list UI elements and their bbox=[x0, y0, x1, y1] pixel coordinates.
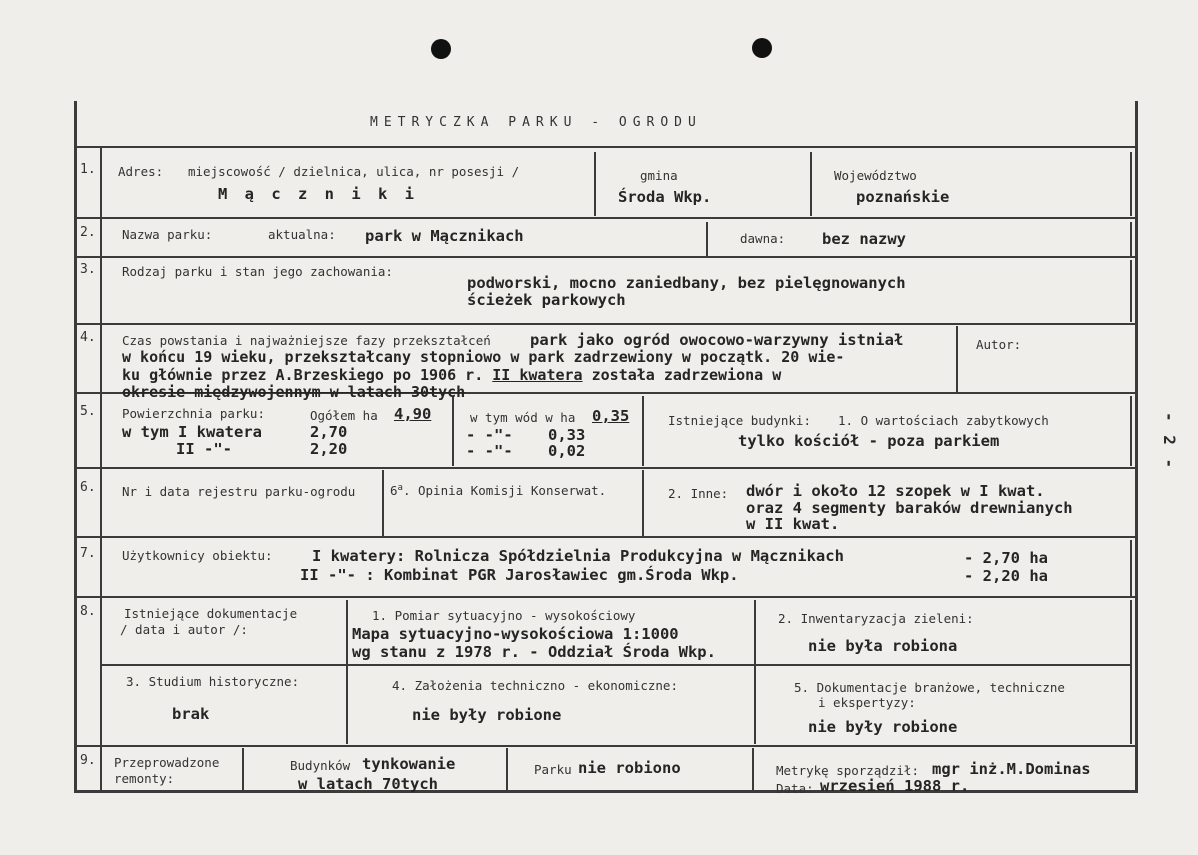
row-number: 3. bbox=[80, 262, 96, 277]
rule bbox=[100, 146, 102, 792]
other-label: 2. Inne: bbox=[668, 486, 729, 501]
park-repair-label: Parku bbox=[534, 762, 572, 777]
rule bbox=[754, 600, 756, 744]
rule bbox=[1130, 152, 1132, 216]
rule bbox=[74, 596, 1138, 598]
row-number: 8. bbox=[80, 604, 96, 619]
rule bbox=[1130, 222, 1132, 256]
page-number: - 2 - bbox=[1160, 412, 1179, 471]
users-label: Użytkownicy obiektu: bbox=[122, 548, 273, 563]
rule bbox=[1130, 396, 1132, 466]
rule bbox=[1130, 260, 1132, 322]
history-label: Czas powstania i najważniejsze fazy przekształceń bbox=[122, 333, 491, 348]
voivodeship-value: poznańskie bbox=[856, 188, 950, 206]
history-line1: park jako ogród owocowo-warzywny istniał bbox=[530, 331, 904, 349]
repairs-label-line1: Przeprowadzone bbox=[114, 755, 220, 770]
rule bbox=[642, 470, 644, 536]
branch-doc-value: nie były robione bbox=[808, 718, 958, 736]
water-area-value: 0,35 bbox=[592, 407, 630, 425]
history-line3: ku głównie przez A.Brzeskiego po 1906 r. II kwatera została zadrzewiona w bbox=[122, 366, 782, 384]
address-value: M ą c z n i k i bbox=[218, 185, 418, 203]
rule bbox=[74, 146, 1138, 148]
total-area-value: 4,90 bbox=[394, 405, 432, 423]
row-number: 6. bbox=[80, 480, 96, 495]
other-line1: dwór i około 12 szopek w I kwat. bbox=[746, 482, 1045, 500]
rule bbox=[1130, 600, 1132, 744]
row-number: 5. bbox=[80, 404, 96, 419]
user2-area: - 2,20 ha bbox=[964, 567, 1048, 585]
water-q1-value: 0,33 bbox=[548, 426, 586, 444]
address-sublabel: miejscowość / dzielnica, ulica, nr posesji / bbox=[188, 164, 520, 179]
address-label: Adres: bbox=[118, 164, 164, 179]
user1: I kwatery: Rolnicza Spółdzielnia Produkcyjna w Mącznikach bbox=[312, 547, 844, 565]
opinion-label: 6$^a$. Opinia Komisji Konserwat. bbox=[390, 483, 607, 499]
rule bbox=[382, 470, 384, 536]
rule bbox=[74, 536, 1138, 538]
former-name-value: bez nazwy bbox=[822, 230, 906, 248]
buildings-repair-value-line1: tynkowanie bbox=[362, 755, 456, 773]
rule bbox=[74, 217, 1138, 219]
gmina-label: gmina bbox=[640, 168, 678, 183]
tech-label: 4. Założenia techniczno - ekonomiczne: bbox=[392, 678, 678, 693]
inventory-value: nie była robiona bbox=[808, 637, 958, 655]
water-q1-label: - -"- bbox=[466, 426, 513, 444]
survey-line1: Mapa sytuacyjno-wysokościowa 1:1000 bbox=[352, 625, 679, 643]
gmina-value: Środa Wkp. bbox=[618, 188, 712, 206]
rule bbox=[346, 600, 348, 744]
quarter1-label: w tym I kwatera bbox=[122, 423, 262, 441]
punch-hole-right bbox=[752, 38, 772, 58]
rule bbox=[1130, 540, 1132, 596]
park-type-label: Rodzaj parku i stan jego zachowania: bbox=[122, 264, 393, 279]
water-q2-value: 0,02 bbox=[548, 442, 586, 460]
current-name-label: aktualna: bbox=[268, 227, 336, 242]
row-number: 4. bbox=[80, 330, 96, 345]
quarter2-label: II -"- bbox=[176, 440, 232, 458]
prepared-by-label: Metrykę sporządził: bbox=[776, 763, 919, 778]
rule bbox=[506, 748, 508, 792]
repairs-label-line2: remonty: bbox=[114, 771, 175, 786]
registry-label: Nr i data rejestru parku-ogrodu bbox=[122, 484, 356, 499]
rule bbox=[594, 152, 596, 216]
other-line2: oraz 4 segmenty baraków drewnianych bbox=[746, 499, 1073, 517]
row-number: 2. bbox=[80, 225, 96, 240]
former-name-label: dawna: bbox=[740, 231, 786, 246]
park-repair-value: nie robiono bbox=[578, 759, 681, 777]
documentation-label-line2: / data i autor /: bbox=[120, 622, 248, 637]
area-label: Powierzchnia parku: bbox=[122, 406, 265, 421]
history-study-label: 3. Studium historyczne: bbox=[126, 674, 300, 689]
punch-hole-left bbox=[431, 39, 451, 59]
buildings-repair-value-line2: w latach 70tych bbox=[298, 775, 438, 793]
rule bbox=[74, 256, 1138, 258]
history-study-value: brak bbox=[172, 705, 210, 723]
prepared-by-value: mgr inż.M.Dominas bbox=[932, 760, 1091, 778]
rule bbox=[706, 222, 708, 256]
history-line4-struck: okresie międzywojennym w latach 30tych bbox=[122, 383, 466, 401]
rule bbox=[74, 467, 1138, 469]
date-label: Data: bbox=[776, 781, 814, 796]
rule bbox=[752, 748, 754, 792]
rule bbox=[956, 326, 958, 392]
quarter1-value: 2,70 bbox=[310, 423, 348, 441]
user2: II -"- : Kombinat PGR Jarosławiec gm.Środa Wkp. bbox=[300, 566, 739, 584]
water-area-label: w tym wód w ha bbox=[470, 410, 576, 425]
rule bbox=[74, 323, 1138, 325]
rule bbox=[100, 664, 1130, 666]
rule bbox=[452, 396, 454, 466]
date-value: wrzesień 1988 r. bbox=[820, 777, 970, 795]
survey-label: 1. Pomiar sytuacyjno - wysokościowy bbox=[372, 608, 636, 623]
voivodeship-label: Województwo bbox=[834, 168, 917, 183]
author-label: Autor: bbox=[976, 337, 1022, 352]
rule bbox=[74, 745, 1138, 747]
park-type-value-line2: ścieżek parkowych bbox=[467, 291, 626, 309]
user1-area: - 2,70 ha bbox=[964, 549, 1048, 567]
rule bbox=[810, 152, 812, 216]
rule bbox=[242, 748, 244, 792]
inventory-label: 2. Inwentaryzacja zieleni: bbox=[778, 611, 974, 626]
survey-line2: wg stanu z 1978 r. - Oddział Środa Wkp. bbox=[352, 643, 716, 661]
buildings-sublabel: 1. O wartościach zabytkowych bbox=[838, 413, 1049, 428]
buildings-value: tylko kościół - poza parkiem bbox=[738, 432, 1000, 450]
total-area-label: Ogółem ha bbox=[310, 408, 378, 423]
form-title: METRYCZKA PARKU - OGRODU bbox=[370, 115, 702, 130]
row-number: 1. bbox=[80, 162, 96, 177]
other-line3: w II kwat. bbox=[746, 515, 840, 533]
buildings-repair-label: Budynków bbox=[290, 758, 351, 773]
tech-value: nie były robione bbox=[412, 706, 562, 724]
current-name-value: park w Mącznikach bbox=[365, 227, 524, 245]
documentation-label-line1: Istniejące dokumentacje bbox=[124, 606, 298, 621]
park-type-value-line1: podworski, mocno zaniedbany, bez pielęgnowanych bbox=[467, 274, 906, 292]
row-number: 7. bbox=[80, 546, 96, 561]
branch-doc-label-line1: 5. Dokumentacje branżowe, techniczne bbox=[794, 680, 1065, 695]
quarter2-value: 2,20 bbox=[310, 440, 348, 458]
water-q2-label: - -"- bbox=[466, 442, 513, 460]
rule bbox=[642, 396, 644, 466]
row-number: 9. bbox=[80, 753, 96, 768]
park-name-label: Nazwa parku: bbox=[122, 227, 213, 242]
history-line2: w końcu 19 wieku, przekształcany stopniowo w park zadrzewiony w początk. 20 wie- bbox=[122, 348, 845, 366]
branch-doc-label-line2: i ekspertyzy: bbox=[818, 695, 916, 710]
buildings-label: Istniejące budynki: bbox=[668, 413, 811, 428]
